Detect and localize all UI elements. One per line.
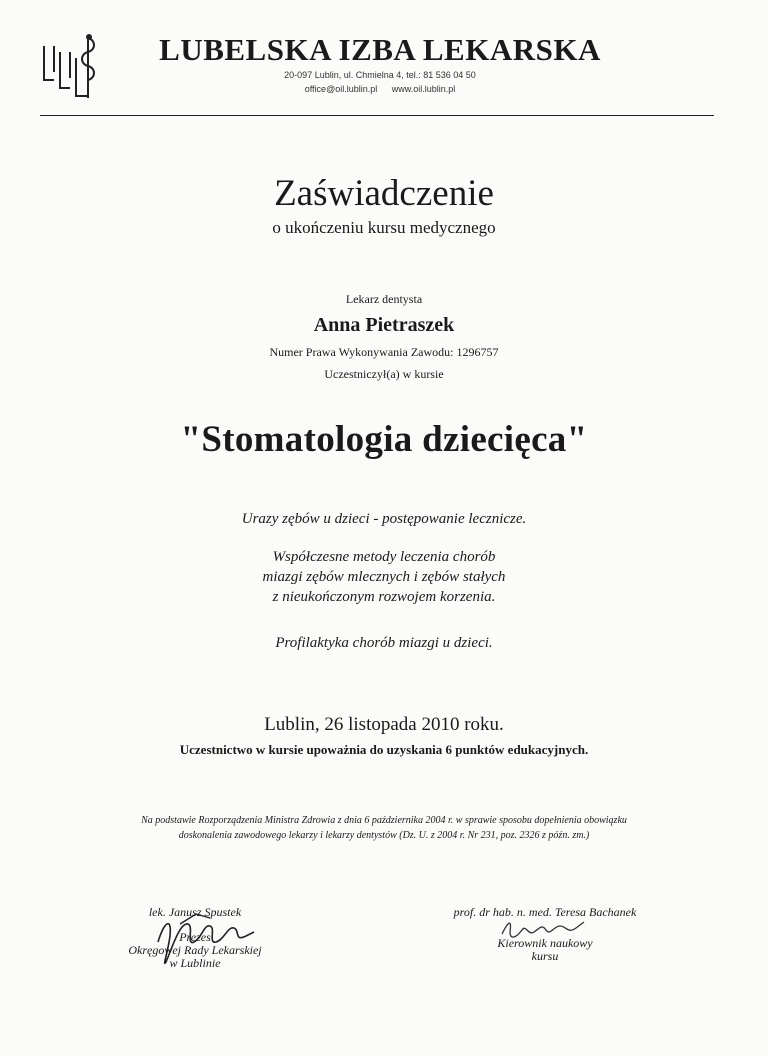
handwritten-signature-icon	[498, 914, 588, 944]
address-line: 20-097 Lublin, ul. Chmielna 4, tel.: 81 536 04 50	[284, 70, 476, 80]
legal-basis-note: Na podstawie Rozporządzenia Ministra Zdrowia z dnia 6 października 2004 r. w sprawie sposobu dopełnienia obowiązku doskonalenia zawodowego lekarzy i lekarzy dentystów (Dz. U. z 2004 r. Nr 231, poz. 2326 z późn. zm.)	[141, 815, 627, 841]
signature-president: lek. Janusz Spustek Prezes Okręgowej Rady Lekarskiej w Lublinie	[110, 906, 280, 970]
participant-name: Anna Pietraszek	[313, 314, 455, 336]
topic-item: Urazy zębów u dzieci - postępowanie lecznicze.	[241, 511, 527, 527]
handwritten-signature-icon	[150, 902, 260, 972]
website-link[interactable]: www.oil.lublin.pl	[391, 84, 456, 94]
contact-line	[200, 84, 560, 94]
chamber-logo	[38, 32, 112, 104]
email-link[interactable]: office@oil.lublin.pl	[304, 84, 378, 94]
organization-name: LUBELSKA IZBA LEKARSKA	[159, 32, 601, 67]
participation-line: Uczestniczył(a) w kursie	[324, 367, 444, 381]
topic-item: Profilaktyka chorób miazgi u dzieci.	[275, 635, 493, 651]
issue-date: Lublin, 26 listopada 2010 roku.	[264, 714, 504, 735]
course-title: "Stomatologia dziecięca"	[180, 419, 588, 460]
signature-course-director: prof. dr hab. n. med. Teresa Bachanek Kierownik naukowy kursu	[453, 905, 637, 963]
topic-item: Współczesne metody leczenia chorób miazgi zębów mlecznych i zębów stałych z nieukończonym rozwojem korzenia.	[262, 549, 506, 605]
certificate-title: Zaświadczenie	[274, 173, 494, 214]
education-points: Uczestnictwo w kursie upoważnia do uzyskania 6 punktów edukacyjnych.	[179, 742, 589, 757]
certificate-subtitle: o ukończeniu kursu medycznego	[272, 218, 496, 237]
profession: Lekarz dentysta	[345, 292, 423, 306]
header-divider	[40, 115, 714, 116]
license-number: Numer Prawa Wykonywania Zawodu: 1296757	[269, 345, 499, 359]
